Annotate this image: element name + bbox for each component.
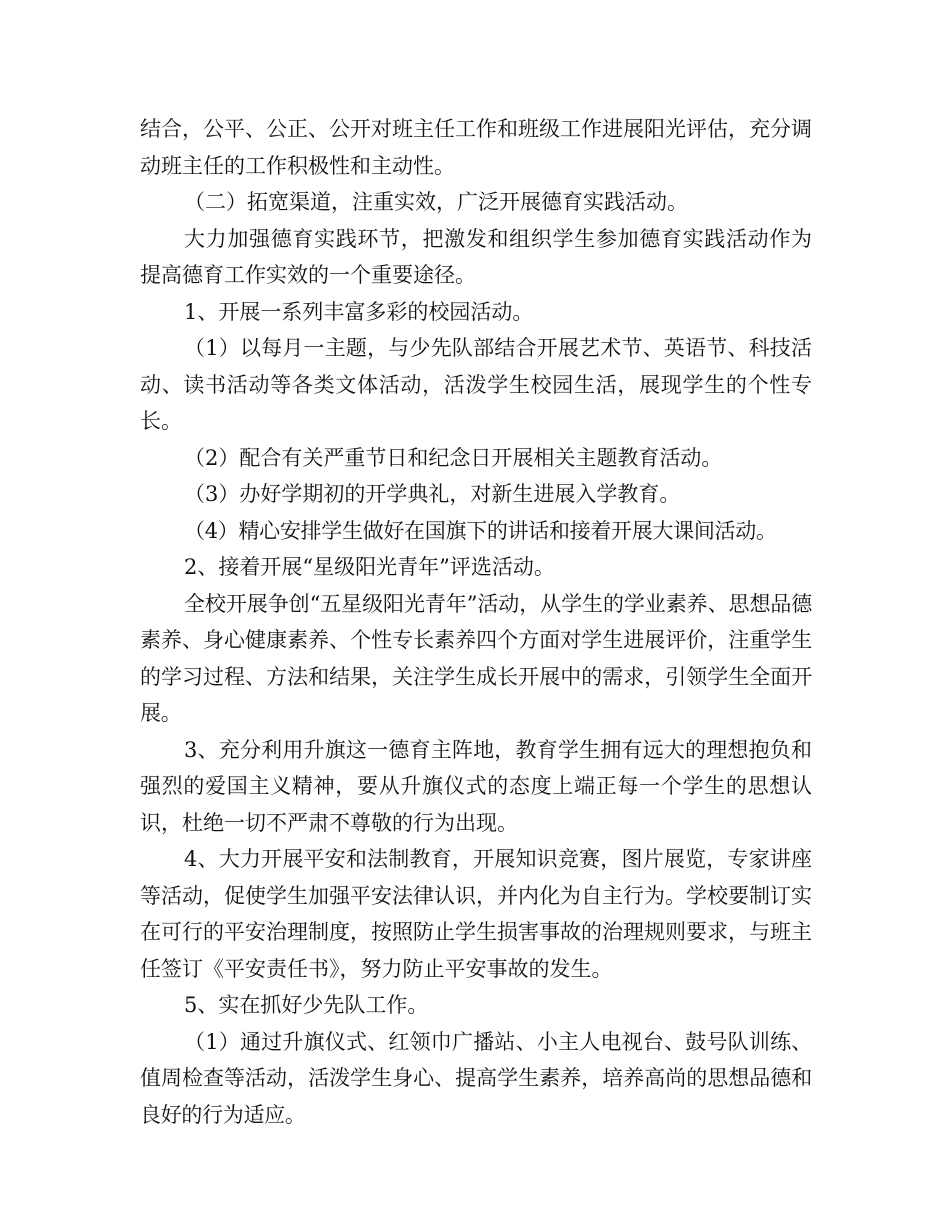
sub-item-4: （4）精心安排学生做好在国旗下的讲话和接着开展大课间活动。: [184, 518, 777, 543]
item-heading-5: 5、实在抓好少先队工作。: [184, 993, 429, 1017]
paragraph: 大力加强德育实践环节，把激发和组织学生参加德育实践活动作为提高德育工作实效的一个重要途径。: [140, 226, 812, 287]
item-heading-1: 1、开展一系列丰富多彩的校园活动。: [184, 299, 534, 324]
paragraph: 全校开展争创“五星级阳光青年”活动，从学生的学业素养、思想品德素养、身心健康素养、个性专长素养四个方面对学生进展评价，注重学生的学习过程、方法和结果，关注学生成长开展中的需求，引领学生全面开展。: [140, 591, 812, 725]
item-heading-2: 2、接着开展“星级阳光青年”评选活动。: [184, 555, 555, 579]
sub-item-5-1: （1）通过升旗仪式、红领巾广播站、小主人电视台、鼓号队训练、值周检查等活动，活泼学生身心、提高学生素养，培养高尚的思想品德和良好的行为适应。: [140, 1029, 812, 1127]
document-body: [140, 111, 812, 1133]
sub-item-3: （3）办好学期初的开学典礼，对新生进展入学教育。: [184, 482, 681, 506]
paragraph-continuation: 结合，公平、公正、公开对班主任工作和班级工作进展阳光评估，充分调动班主任的工作积极性和主动性。: [140, 117, 812, 178]
sub-item-1: （1）以每月一主题，与少先队部结合开展艺术节、英语节、科技活动、读书活动等各类文体活动，活泼学生校园生活，展现学生的个性专长。: [140, 336, 812, 433]
section-heading-2: （二）拓宽渠道，注重实效，广泛开展德育实践活动。: [184, 190, 688, 214]
sub-item-2: （2）配合有关严重节日和纪念日开展相关主题教育活动。: [184, 445, 723, 470]
item-3: 3、充分利用升旗这一德育主阵地，教育学生拥有远大的理想抱负和强烈的爱国主义精神，要从升旗仪式的态度上端正每一个学生的思想认识，杜绝一切不严肃不尊敬的行为出现。: [140, 737, 812, 835]
item-4: 4、大力开展平安和法制教育，开展知识竞赛，图片展览，专家讲座等活动，促使学生加强平安法律认识，并内化为自主行为。学校要制订实在可行的平安治理制度，按照防止学生损害事故的治理规则要求，与班主任签订《平安责任书》，努力防止平安事故的发生。: [140, 847, 812, 981]
